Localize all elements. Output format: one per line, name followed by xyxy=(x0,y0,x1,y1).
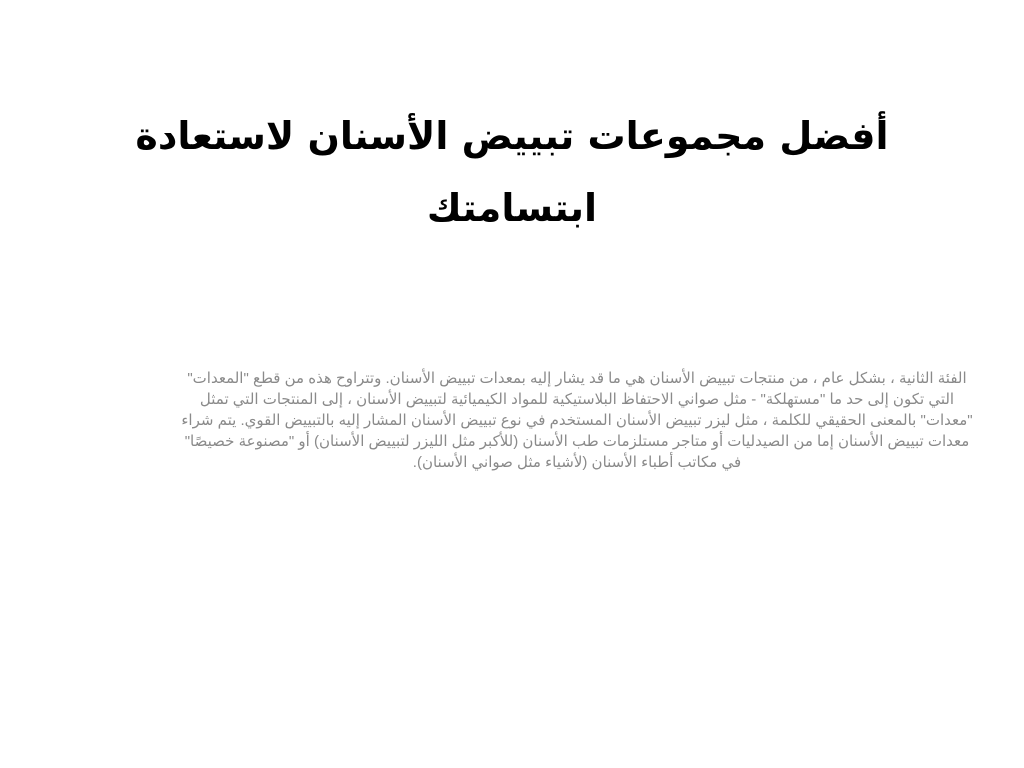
slide-title: أفضل مجموعات تبييض الأسنان لاستعادة ابتسامتك xyxy=(135,114,889,230)
slide-body-text: الفئة الثانية ، بشكل عام ، من منتجات تبييض الأسنان هي ما قد يشار إليه بمعدات تبييض الأسنان. وتتراوح هذه من قطع "المعدات" التي تكون إلى حد ما "مستهلكة" - مثل صواني الاحتفاظ البلاستيكية للمواد الكيميائية لتبييض الأسنان ، إلى المنتجات التي تمثل "معدات" بالمعنى الحقيقي للكلمة ، مثل ليزر تبييض الأسنان المستخدم في نوع تبييض الأسنان المشار إليه بالتبييض القوي. يتم شراء معدات تبييض الأسنان إما من الصيدليات أو متاجر مستلزمات طب الأسنان (للأكبر مثل الليزر لتبييض الأسنان) أو "مصنوعة خصيصًا" في مكاتب أطباء الأسنان (لأشياء مثل صواني الأسنان). xyxy=(181,370,973,471)
